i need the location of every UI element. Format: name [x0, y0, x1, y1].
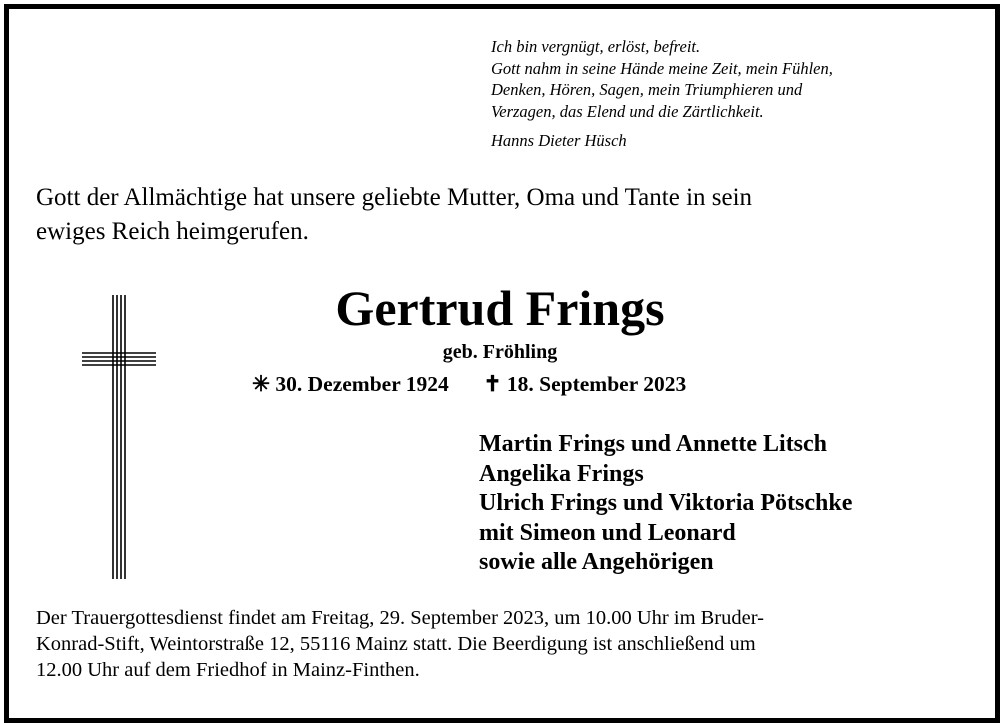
death-date: 18. September 2023 [506, 372, 687, 396]
birth-icon: ✳ [252, 372, 271, 396]
intro-line: Gott der Allmächtige hat unsere geliebte Mutter, Oma und Tante in sein [36, 184, 753, 211]
deceased-name: Gertrud Frings [335, 280, 665, 336]
quote-line: Verzagen, das Elend und die Zärtlichkeit. [491, 101, 764, 121]
mourner-line: mit Simeon und Leonard [479, 519, 736, 546]
poem-quote [491, 36, 961, 122]
death-cross-icon: ✝ [483, 372, 502, 396]
quote-author: Hanns Dieter Hüsch [491, 131, 627, 150]
birth-date: 30. Dezember 1924 [275, 372, 449, 396]
quote-line: Denken, Hören, Sagen, mein Triumphieren und [491, 80, 803, 99]
mourner-line: sowie alle Angehörigen [479, 549, 714, 575]
quote-line: Ich bin vergnügt, erlöst, befreit. [491, 37, 701, 56]
service-line: 12.00 Uhr auf dem Friedhof in Mainz-Finthen. [36, 659, 420, 681]
life-dates [252, 372, 686, 397]
intro-text [36, 181, 966, 249]
mourner-line: Angelika Frings [479, 460, 644, 487]
intro-line: ewiges Reich heimgerufen. [36, 218, 309, 245]
mourner-line: Ulrich Frings und Viktoria Pötschke [479, 490, 853, 516]
service-line: Konrad-Stift, Weintorstraße 12, 55116 Mainz statt. Die Beerdigung ist anschließend um [36, 633, 756, 655]
mourner-line: Martin Frings und Annette Litsch [479, 431, 828, 457]
quote-line: Gott nahm in seine Hände meine Zeit, mein Fühlen, [491, 58, 833, 78]
funeral-service-info [36, 605, 976, 683]
mourners-list [479, 430, 852, 578]
maiden-name: geb. Fröhling [442, 341, 558, 363]
service-line: Der Trauergottesdienst findet am Freitag, 29. September 2023, um 10.00 Uhr im Bruder- [36, 607, 764, 629]
